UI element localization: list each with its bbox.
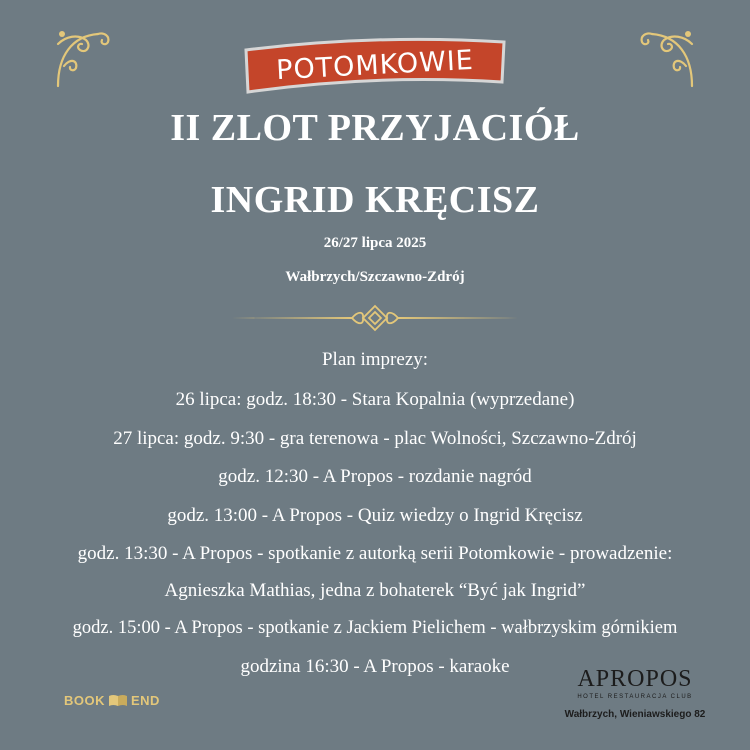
apropos-name: APROPOS [577,666,693,692]
event-title-line2: INGRID KRĘCISZ [210,179,540,221]
bookend-word-book: BOOK [64,693,105,708]
plan-heading: Plan imprezy: [321,349,429,370]
plan-line: 26 lipca: godz. 18:30 - Stara Kopalnia (wyprzedane) [175,389,575,410]
apropos-address: Wałbrzych, Wieniawskiego 82 [564,709,706,720]
corner-ornament-icon [634,26,698,90]
potomkowie-banner [240,36,510,94]
ornamental-divider-icon [232,303,518,333]
plan-line: godz. 13:30 - A Propos - spotkanie z autorką serii Potomkowie - prowadzenie: [77,543,673,564]
plan-line: godz. 12:30 - A Propos - rozdanie nagród [218,466,532,487]
plan-line: Agnieszka Mathias, jedna z bohaterek “Być jak Ingrid” [164,580,586,601]
banner-title: POTOMKOWIE [275,44,475,86]
bookend-logo [64,693,160,708]
plan-line: godz. 15:00 - A Propos - spotkanie z Jackiem Pielichem - wałbrzyskim górnikiem [72,618,678,638]
apropos-subtitle: HOTEL RESTAURACJA CLUB [577,694,693,700]
open-book-icon [108,694,128,707]
plan-line: godzina 16:30 - A Propos - karaoke [240,656,510,677]
bookend-word-end: END [131,693,160,708]
event-title-line1: II ZLOT PRZYJACIÓŁ [170,107,580,149]
corner-ornament-icon [52,26,116,90]
event-place: Wałbrzych/Szczawno-Zdrój [285,269,465,285]
plan-line: godz. 13:00 - A Propos - Quiz wiedzy o Ingrid Kręcisz [167,505,583,526]
plan-line: 27 lipca: godz. 9:30 - gra terenowa - plac Wolności, Szczawno-Zdrój [113,428,637,449]
apropos-logo [550,665,720,720]
event-date: 26/27 lipca 2025 [323,235,427,251]
